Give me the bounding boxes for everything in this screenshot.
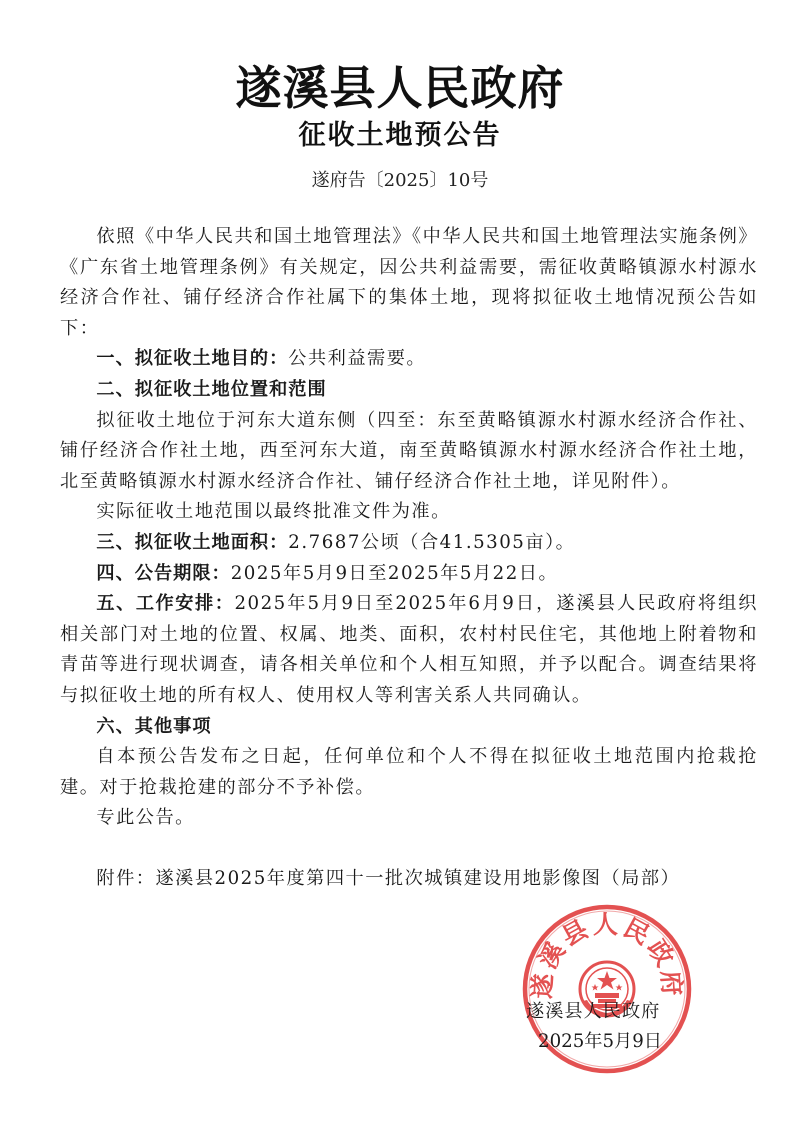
closing-text: 专此公告。 <box>96 807 195 829</box>
section-4-heading: 四、公告期限： <box>96 562 231 584</box>
section-3-text: 2.7687公顷（合41.5305亩）。 <box>288 531 576 553</box>
section-5-text: 2025年5月9日至2025年6月9日，遂溪县人民政府将组织相关部门对土地的位置、权属、地类、面积，农村村民住宅，其他地上附着物和青苗等进行现状调查，请各相关单位和个人相互知照，并予以配合。调查结果将与拟征收土地的所有权人、使用权人等利害关系人共同确认。 <box>60 593 758 706</box>
signature-organization: 遂溪县人民政府 <box>526 1001 661 1022</box>
section-5-heading: 五、工作安排： <box>96 593 235 615</box>
document-title: 遂溪县人民政府 <box>235 61 565 115</box>
document-number: 遂府告〔2025〕10号 <box>311 170 489 191</box>
section-3-heading: 三、拟征收土地面积： <box>96 531 289 553</box>
signature-date: 2025年5月9日 <box>538 1031 662 1052</box>
section-5 <box>60 589 758 711</box>
intro-paragraph: 依照《中华人民共和国土地管理法》《中华人民共和国土地管理法实施条例》《广东省土地管理条例》有关规定，因公共利益需要，需征收黄略镇源水村源水经济合作社、铺仔经济合作社属下的集体土地，现将拟征收土地情况预公告如下： <box>60 226 758 339</box>
section-3 <box>60 528 758 559</box>
section-2-heading-line <box>60 375 758 406</box>
section-1-heading: 一、拟征收土地目的： <box>96 348 289 370</box>
section-6-heading-line <box>60 712 758 743</box>
section-6-heading: 六、其他事项 <box>96 715 212 737</box>
document-subtitle: 征收土地预公告 <box>298 120 502 151</box>
document-body <box>60 222 758 894</box>
section-2-note: 实际征收土地范围以最终批准文件为准。 <box>96 501 451 523</box>
section-1 <box>60 344 758 375</box>
section-2-heading: 二、拟征收土地位置和范围 <box>96 378 327 400</box>
section-2-text: 拟征收土地位于河东大道东侧（四至：东至黄略镇源水村源水经济合作社、铺仔经济合作社土地，西至河东大道，南至黄略镇源水村源水经济合作社土地，北至黄略镇源水村源水经济合作社、铺仔经济合作社土地，详见附件）。 <box>60 409 758 492</box>
section-1-text: 公共利益需要。 <box>288 348 427 370</box>
section-6-text: 自本预公告发布之日起，任何单位和个人不得在拟征收土地范围内抢栽抢建。对于抢栽抢建的部分不予补偿。 <box>60 746 758 798</box>
section-4 <box>60 559 758 590</box>
attachment-note: 附件：遂溪县2025年度第四十一批次城镇建设用地影像图（局部） <box>96 867 681 889</box>
svg-text:遂溪县人民政府: 遂溪县人民政府 <box>527 909 687 1000</box>
section-4-text: 2025年5月9日至2025年5月22日。 <box>230 562 559 584</box>
